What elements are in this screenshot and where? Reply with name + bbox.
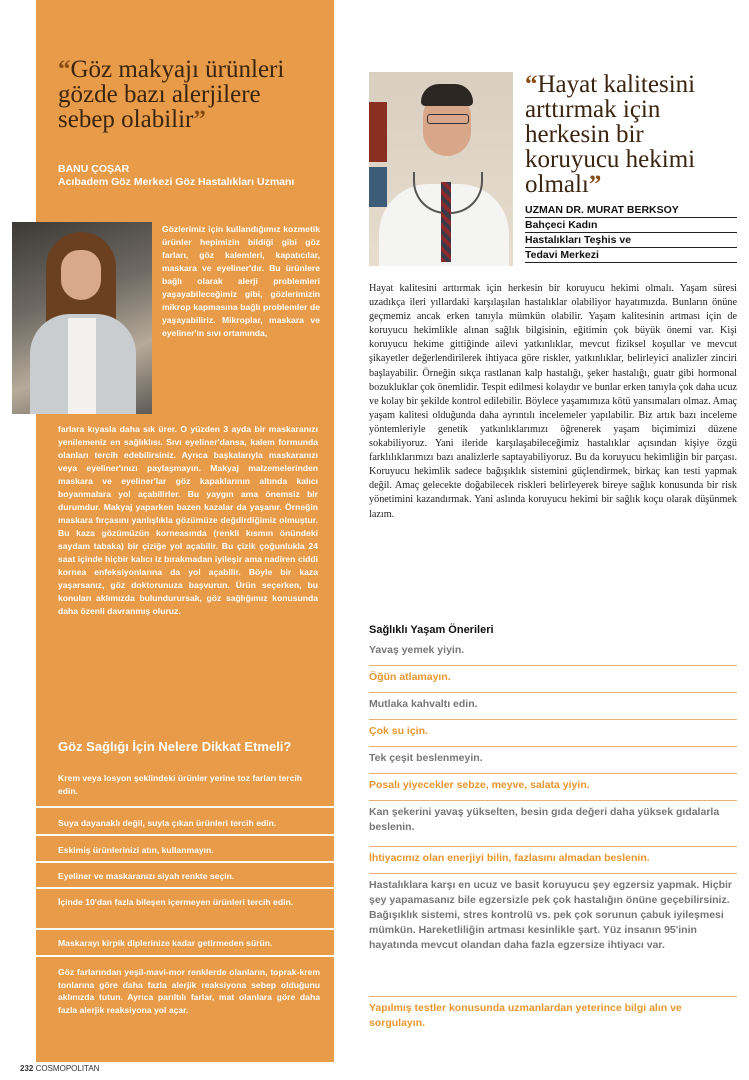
right-tip-item: Hastalıklara karşı en ucuz ve basit koruyucu şey egzersiz yapmak. Hiçbir şey yapamasanız bile egzersizle pek çok hastalığın önüne geçebilirsiniz. Bağışıklık sistemi, stres kontrolü vs. pek çok sorunun çabuk iyileşmesi mümkün. Hareketliliğin artması kesinlikle şart. Yüz insanın 95'inin hayatında mevcut olandan daha fazla egzersize ihtiyacı var. (369, 879, 733, 951)
tip-rule (369, 873, 737, 874)
right-author-photo (369, 72, 513, 266)
left-tip: İçinde 10'dan fazla bileşen içermeyen ürünleri tercih edin. (58, 897, 294, 907)
right-pull-quote (525, 72, 737, 197)
left-body-main: farlara kıyasla daha sık ürer. O yüzden 3 ayda bir maskaranızı yenilemeniz en sağlıklısı. Sıvı eyeliner'dansa, kalem formunda olanları tercih edebilirsiniz. Ayrıca başkalarıyla maskaranızı veya eyeliner'ınızı paylaşmayın. Makyaj malzemelerinden maskara ve eyeliner'lar göz kapaklarının altında kalıcı boyanmalara yol açabilirler. Bu yaygın ama önemsiz bir durumdur. Makyaj yaparken bazen kazalar da yaşanır. Örneğin maskara fırçasını yanlışlıkla gözümüze değdirdiğimiz olmuştur. Bu kaza gözümüzün korneasında (renkli kısmın önündeki saydam tabaka) bir çiziğe yol açabilir. Bu çizik çoğunlukla 24 saat içinde hiçbir kalıcı iz bırakmadan iyileşir ama nadiren ciddi kornea enfeksiyonlarına da yol açabilir. Böyle bir kaza yaşarsanız, göz doktorunuza başvurun. Ürün seçerken, bu konuları aklımızda bulundurursak, göz sağlığımız konusunda daha özenli davranmış oluruz. (58, 424, 318, 616)
right-tips-title: Sağlıklı Yaşam Önerileri (369, 624, 494, 636)
tip-divider (36, 955, 334, 957)
left-tip: Eyeliner ve maskaranızı siyah renkte seçin. (58, 871, 235, 881)
left-author-title: Acıbadem Göz Merkezi Göz Hastalıkları Uzmanı (58, 176, 295, 188)
right-tip-item: Tek çeşit beslenmeyin. (369, 752, 483, 764)
right-author-line: Tedavi Merkezi (525, 249, 737, 263)
right-tip-item: İhtiyacınız olan enerjiyi bilin, fazlasını almadan beslenin. (369, 852, 650, 864)
tip-divider (36, 928, 334, 930)
page-number: 232 (20, 1064, 34, 1073)
tip-rule (369, 665, 737, 666)
left-quote-text: Göz makyajı ürünleri gözde bazı alerjilere sebep olabilir (58, 56, 285, 133)
left-body-intro: Gözlerimiz için kullandığımız kozmetik ürünler hepimizin bildiği gibi göz farları, göz kalemleri, kapatıcılar, maskara ve eyeliner'dır. Bu ürünlere bağlı olarak alerji problemleri yaşayabileceğimiz gibi, gözlerimizin mikrop kapmasına bağlı problemler de yaşayabiliriz. Mikroplar, maskara ve eyeliner'ın sıvı ortamında, (162, 224, 320, 338)
left-pull-quote (58, 57, 320, 132)
tip-divider (36, 806, 334, 808)
tip-divider (36, 834, 334, 836)
close-quote-mark: ” (193, 106, 206, 133)
right-tip-item: Mutlaka kahvaltı edin. (369, 698, 478, 710)
left-sub-body: Krem veya losyon şeklindeki ürünler yerine toz farları tercih edin. (58, 773, 303, 796)
left-closing-paragraph: Göz farlarından yeşil-mavi-mor renklerde olanların, toprak-krem tonlarına göre daha fazla alerjik reaksiyona sebep olduğunu aklınızda tutun. Ayrıca parıltılı farlar, mat olanlara göre daha fazla alerjik reaksiyona yol açar. (58, 967, 320, 1015)
open-quote-mark: “ (525, 71, 538, 98)
left-tip: Maskarayı kirpik diplerinize kadar getirmeden sürün. (58, 938, 273, 948)
left-author-photo (12, 222, 152, 414)
left-tip: Suya dayanaklı değil, suyla çıkan ürünleri tercih edin. (58, 818, 277, 828)
right-body-text: Hayat kalitesini arttırmak için herkesin bir koruyucu hekimi olmalı. Yaşam süresi uzadıkça ileri yıllardaki karşılaşılan hastalıklar olabiliyor hayatımızda. Bunların önüne geçmemiz ancak erken tanıyla mümkün olabilir. Yaşam kalitesinin artması için de koruyucu hekimlikle alınan sağlık bilgisinin, eğitimin çok büyük önemi var. Kişi koruyucu hekime gittiğinde ailevi yatkınlıklar, mevcut fiziksel koşullar ve mevcut şikayetler değerlendirilerek ihtiyaca göre riskler, yatkınlıklar, belirleyici analizler zinciri başlayabilir. Örneğin sıkça rastlanan kalp hastalığı, şeker hastalığı, guatr gibi hormonal bozukluklar çok önemlidir. Tespit edilmesi kolaydır ve bunlar erken tanıyla çok daha ucuz ve kolay bir şekilde kontrol edilebilir. Böylece yaşamımıza kötü yansımaları olmaz. Amaç yaşam kalitesi olduğunda daha ayrıntılı incelemeler yapılabilir. Biz artık bazı inceleme yöntemleriyle genetik yatkınlıklarımızı öğrenerek yaşam biçimimizi düzene sokabiliyoruz. Yani ileride karşılaşabileceğimiz hastalıklar açısından kişiye özgü farklılıklarımızı bazı analizlerle saptayabiliyoruz. Bu da koruyucu hekimliğin bir parçası. Koruyucu hekimlik sadece bağışıklık sistemini güçlendirmek, birkaç kan testi yapmak değil. Amaç gelecekte doğabilecek riskleri belirleyerek bireye sağlık konusunda bir risk yönetimini kazandırmak. Yani aslında koruyucu hekimi bir sağlık koçu olarak düşünmek lazım. (369, 283, 737, 520)
left-author-block (58, 163, 318, 189)
right-tip-item: Kan şekerini yavaş yükselten, besin gıda değeri daha yüksek gıdalarla beslenin. (369, 806, 720, 833)
right-author-line: Hastalıkları Teşhis ve (525, 234, 737, 248)
right-author-line: Bahçeci Kadın (525, 219, 737, 233)
tip-rule (369, 773, 737, 774)
tip-rule (369, 746, 737, 747)
right-tip-item: Öğün atlamayın. (369, 671, 451, 683)
tip-rule (369, 719, 737, 720)
tip-rule (369, 692, 737, 693)
open-quote-mark: “ (58, 56, 71, 83)
tip-divider (36, 887, 334, 889)
right-tip-item: Posalı yiyecekler sebze, meyve, salata yiyin. (369, 779, 590, 791)
magazine-name: COSMOPOLITAN (35, 1064, 100, 1073)
right-tip-item: Yavaş yemek yiyin. (369, 644, 465, 656)
tip-rule (369, 846, 737, 847)
right-tip-item: Çok su için. (369, 725, 428, 737)
page-footer (20, 1064, 99, 1073)
right-tip-item: Yapılmış testler konusunda uzmanlardan yeterince bilgi alın ve sorgulayın. (369, 1002, 682, 1029)
right-author-name: UZMAN DR. MURAT BERKSOY (525, 204, 737, 218)
right-author-block (525, 204, 737, 264)
left-tip: Eskimiş ürünlerinizi atın, kullanmayın. (58, 845, 214, 855)
tip-rule (369, 996, 737, 997)
close-quote-mark: ” (588, 171, 602, 198)
tip-rule (369, 800, 737, 801)
tip-divider (36, 861, 334, 863)
right-quote-text: Hayat kalitesini arttırmak için herkesin bir koruyucu hekimi olmalı (525, 71, 696, 198)
left-author-name: BANU ÇOŞAR (58, 163, 130, 175)
left-subheading: Göz Sağlığı İçin Nelere Dikkat Etmeli? (58, 739, 292, 754)
